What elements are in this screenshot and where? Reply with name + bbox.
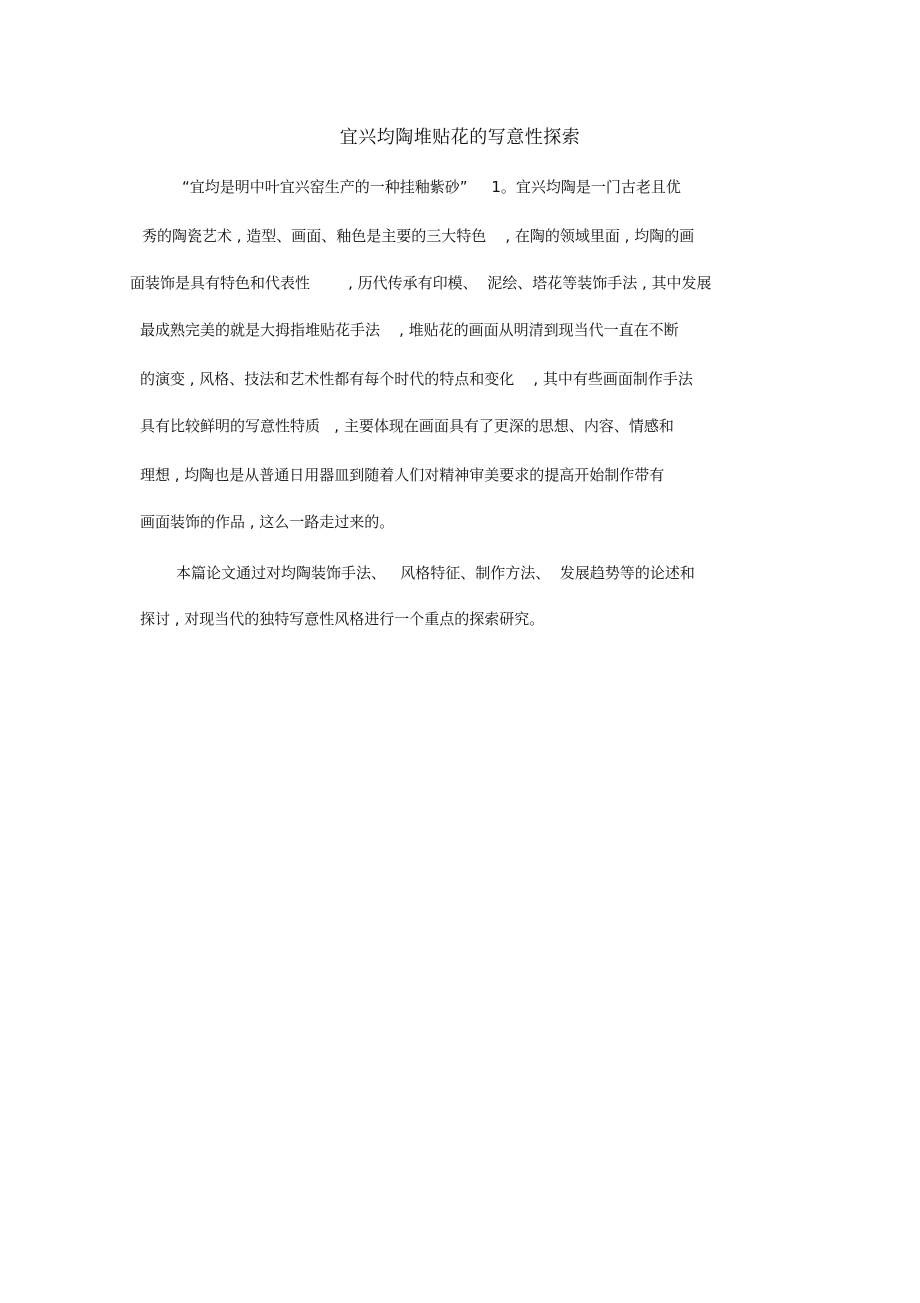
paragraph-2-line-1: 本篇论文通过对均陶装饰手法、 风格特征、制作方法、 发展趋势等的论述和 bbox=[176, 564, 695, 582]
paragraph-1-line-2: 秀的陶瓷艺术 , 造型、画面、釉色是主要的三大特色 , 在陶的领域里面 , 均陶的画 bbox=[142, 227, 695, 245]
document-title: 宜兴均陶堆贴花的写意性探索 bbox=[339, 127, 581, 148]
paragraph-1-line-6: 具有比较鲜明的写意性特质 , 主要体现在画面具有了更深的思想、内容、情感和 bbox=[140, 417, 674, 435]
paragraph-1-line-1: “宜均是明中叶宜兴窑生产的一种挂釉紫砂” 1。宜兴均陶是一门古老且优 bbox=[182, 178, 681, 196]
paragraph-2-line-2: 探讨 , 对现当代的独特写意性风格进行一个重点的探索研究。 bbox=[140, 610, 545, 628]
paragraph-1-line-3: 面装饰是具有特色和代表性 , 历代传承有印模、 泥绘、塔花等装饰手法 , 其中发展 bbox=[130, 274, 712, 292]
paragraph-1-line-7: 理想 , 均陶也是从普通日用器皿到随着人们对精神审美要求的提高开始制作带有 bbox=[140, 466, 665, 484]
paragraph-1-line-5: 的演变 , 风格、技法和艺术性都有每个时代的特点和变化 , 其中有些画面制作手法 bbox=[140, 370, 693, 388]
paragraph-1-line-8: 画面装饰的作品 , 这么一路走过来的。 bbox=[140, 513, 395, 531]
paragraph-1-line-4: 最成熟完美的就是大拇指堆贴花手法 , 堆贴花的画面从明清到现当代一直在不断 bbox=[140, 321, 679, 339]
